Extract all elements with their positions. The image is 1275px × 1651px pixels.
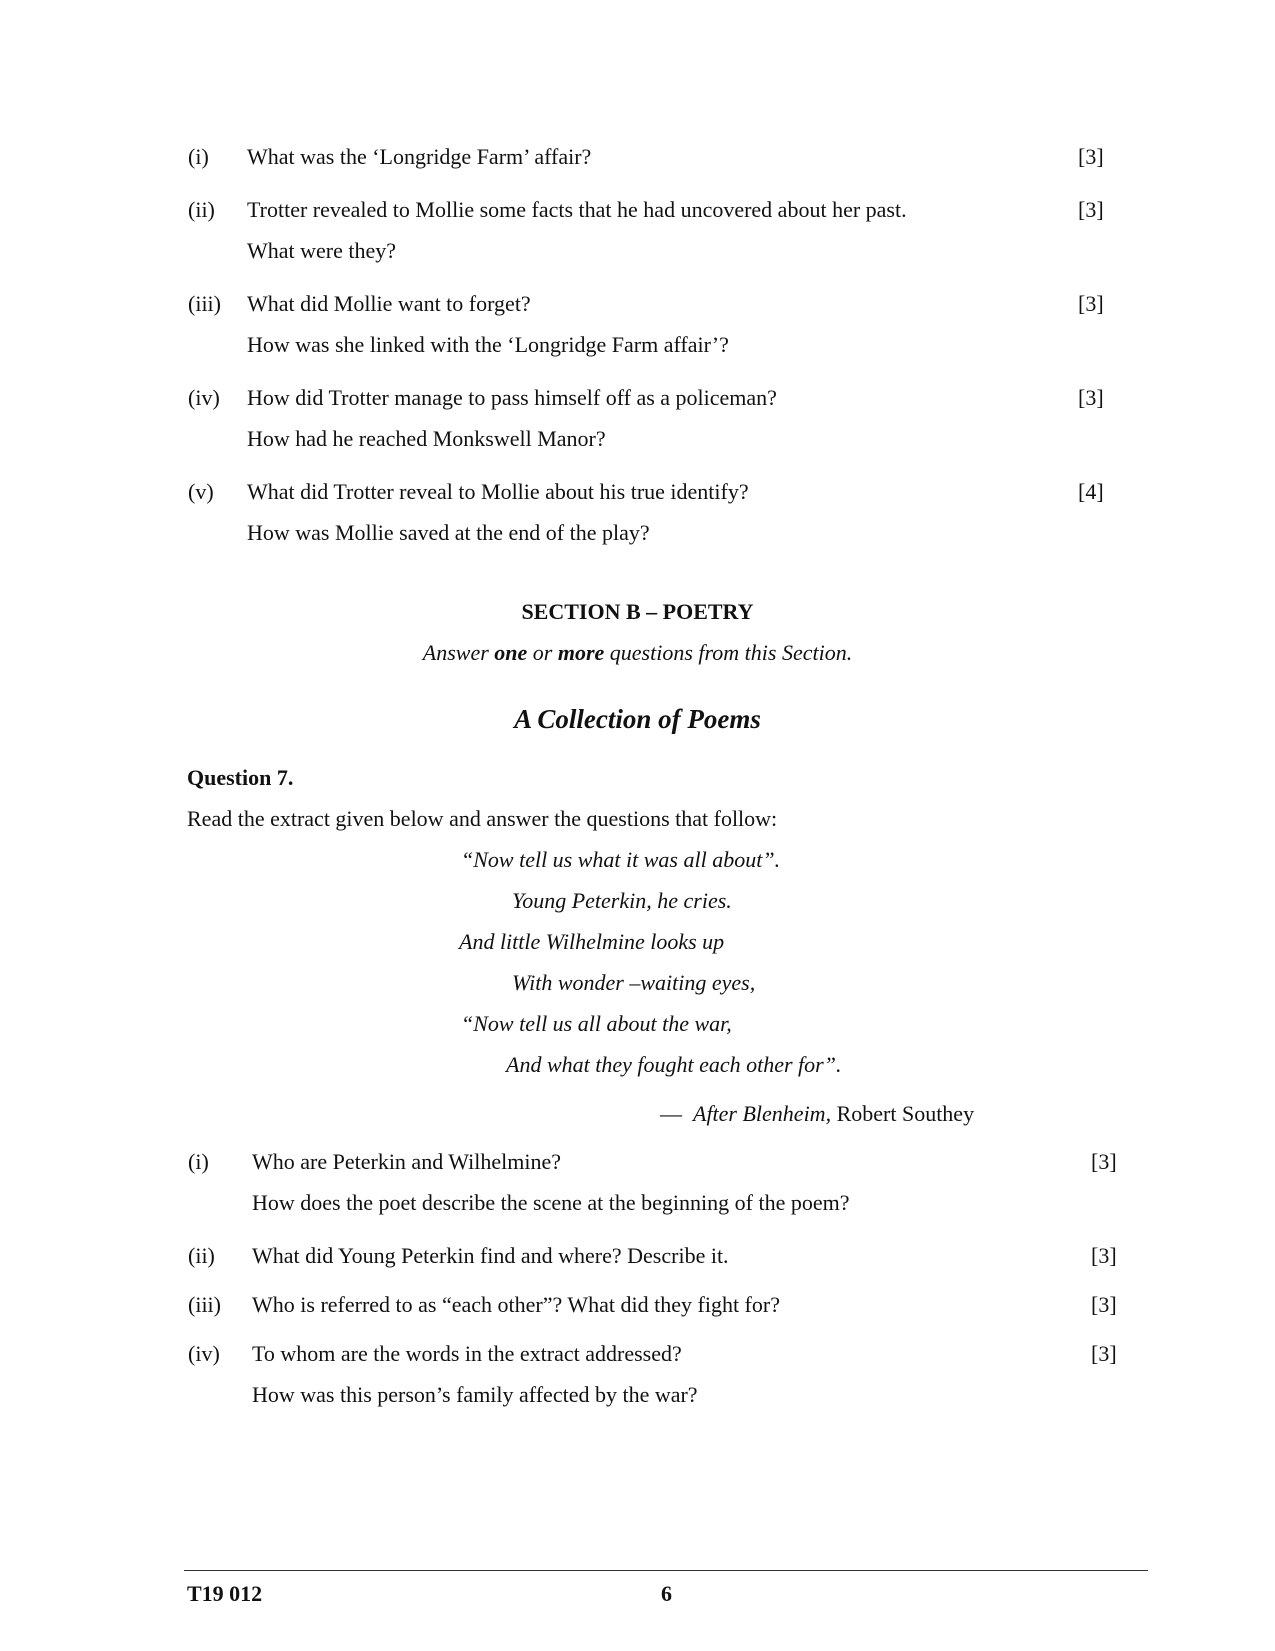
question-text: To whom are the words in the extract addressed? [252, 1341, 682, 1366]
instruction-pre: Answer [422, 640, 495, 665]
question-text: Trotter revealed to Mollie some facts that he had uncovered about her past. [247, 197, 907, 222]
question-number: (i) [188, 1149, 209, 1174]
question-label: Question 7. [187, 765, 294, 790]
question-text: How did Trotter manage to pass himself off as a policeman? [247, 385, 777, 410]
question-text: Who are Peterkin and Wilhelmine? [252, 1149, 562, 1174]
question-text: What did Young Peterkin find and where? Describe it. [252, 1243, 729, 1268]
question-number: (v) [188, 479, 214, 504]
page-number: 6 [661, 1581, 672, 1606]
poem-line: “Now tell us what it was all about”. [461, 847, 781, 872]
question-text: What did Trotter reveal to Mollie about his true identify? [247, 479, 749, 504]
question-marks: [3] [1078, 197, 1104, 222]
instruction-one: one [494, 640, 528, 665]
poem-line: And little Wilhelmine looks up [459, 929, 725, 954]
question-intro: Read the extract given below and answer the questions that follow: [187, 806, 778, 831]
question-number: (iv) [188, 385, 220, 410]
poem-attribution [660, 1101, 974, 1127]
question-marks: [3] [1078, 144, 1104, 169]
question-number: (iii) [188, 1292, 221, 1317]
question-text: How was this person’s family affected by the war? [252, 1382, 698, 1407]
poem-author: Robert Southey [836, 1101, 975, 1126]
question-text: How does the poet describe the scene at the beginning of the poem? [252, 1190, 850, 1215]
question-text: What did Mollie want to forget? [247, 291, 531, 316]
instruction-post: questions from this Section. [604, 640, 853, 665]
question-number: (ii) [188, 1243, 215, 1268]
question-text: How had he reached Monkswell Manor? [247, 426, 606, 451]
question-text: What was the ‘Longridge Farm’ affair? [247, 144, 592, 169]
instruction-more: more [557, 640, 605, 665]
poem-line: With wonder –waiting eyes, [512, 970, 756, 995]
paper-code: T19 012 [187, 1581, 263, 1606]
question-number: (ii) [188, 197, 215, 222]
question-number: (i) [188, 144, 209, 169]
question-marks: [3] [1078, 385, 1104, 410]
collection-title: A Collection of Poems [514, 704, 761, 734]
question-text: What were they? [247, 238, 397, 263]
question-marks: [3] [1091, 1292, 1117, 1317]
poem-line: And what they fought each other for”. [506, 1052, 842, 1077]
question-text: Who is referred to as “each other”? What did they fight for? [252, 1292, 780, 1317]
instruction-mid: or [527, 640, 558, 665]
question-marks: [4] [1078, 479, 1104, 504]
question-number: (iv) [188, 1341, 220, 1366]
section-heading: SECTION B – POETRY [521, 599, 754, 624]
question-marks: [3] [1091, 1243, 1117, 1268]
question-text: How was Mollie saved at the end of the play? [247, 520, 650, 545]
attribution-dash: — [660, 1101, 682, 1126]
question-marks: [3] [1091, 1341, 1117, 1366]
section-instruction [0, 640, 1275, 666]
question-marks: [3] [1091, 1149, 1117, 1174]
poem-line: “Now tell us all about the war, [461, 1011, 732, 1036]
question-marks: [3] [1078, 291, 1104, 316]
footer-divider [184, 1570, 1148, 1571]
question-number: (iii) [188, 291, 221, 316]
poem-title: After Blenheim, [693, 1101, 832, 1126]
poem-line: Young Peterkin, he cries. [512, 888, 732, 913]
question-text: How was she linked with the ‘Longridge Farm affair’? [247, 332, 729, 357]
